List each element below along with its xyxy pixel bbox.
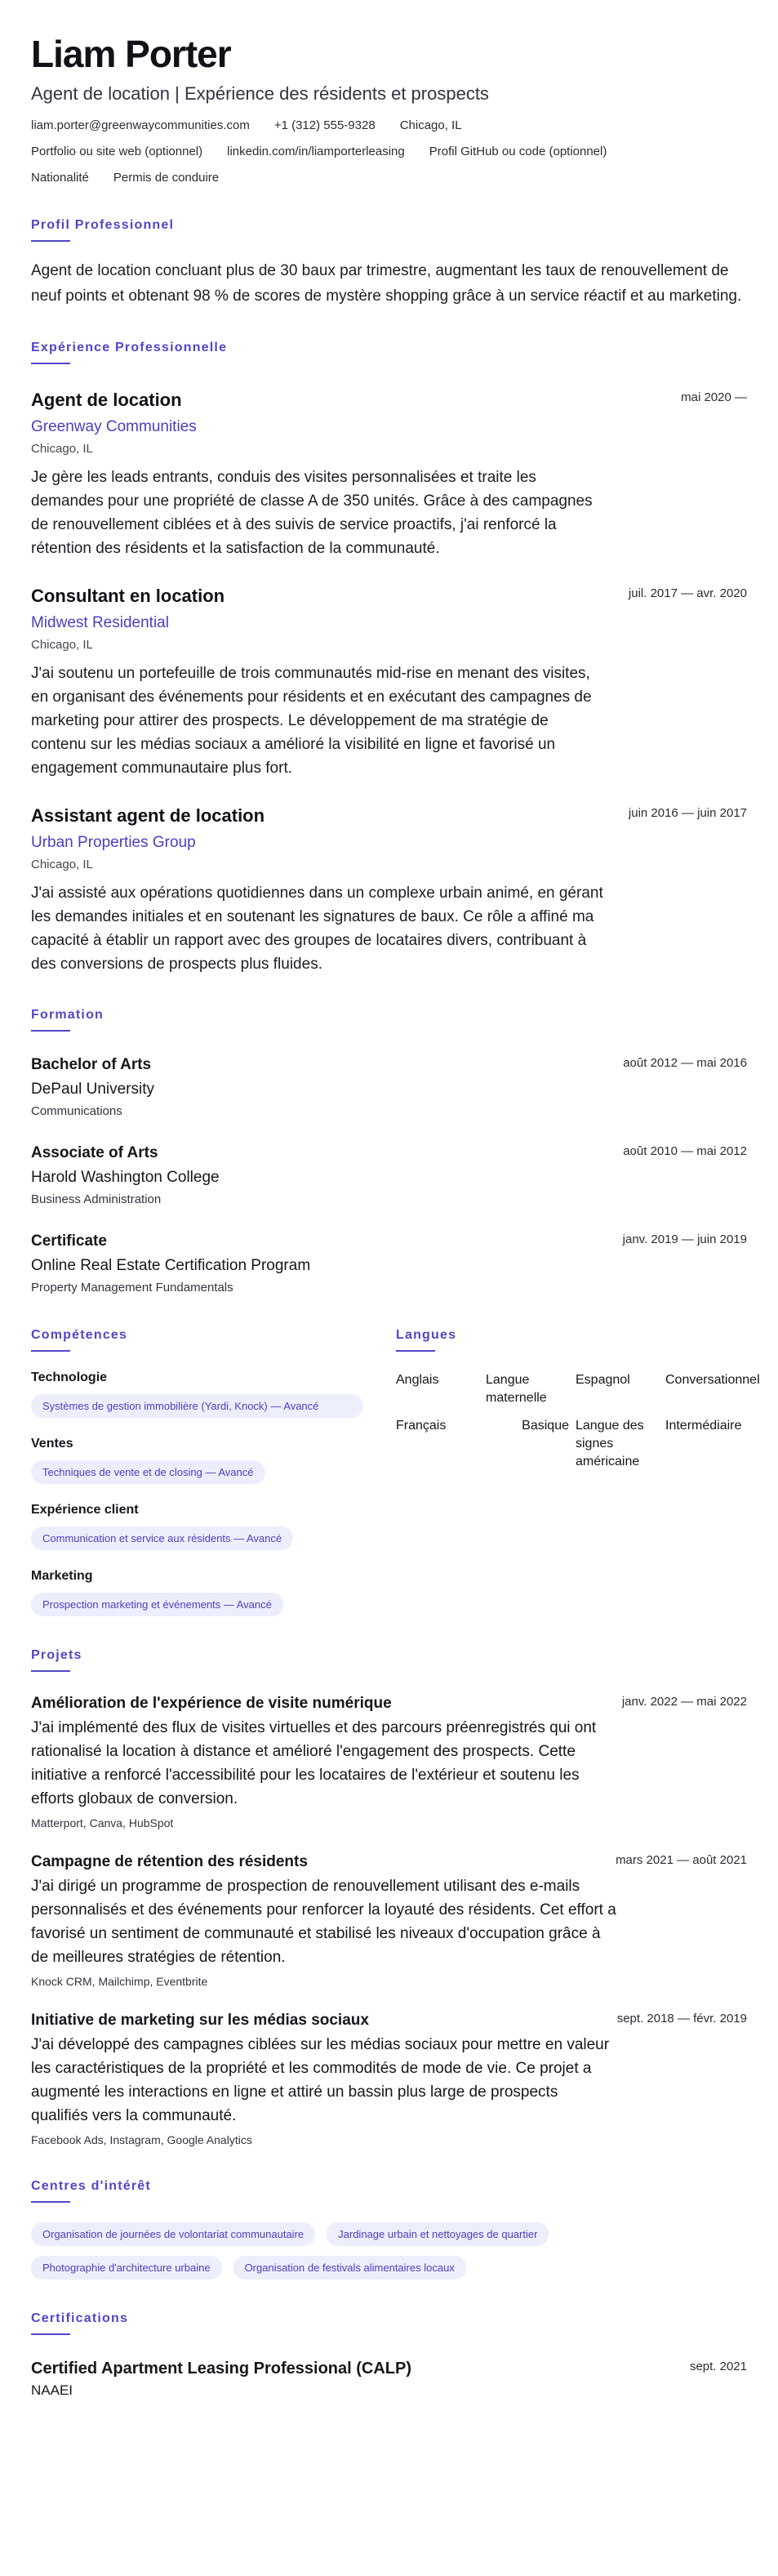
skills-section bbox=[31, 1327, 363, 1616]
section-title: Profil Professionnel bbox=[31, 218, 175, 232]
experience-item bbox=[31, 389, 747, 560]
project-dates: mars 2021 — août 2021 bbox=[616, 1853, 747, 1867]
education-item bbox=[31, 1143, 747, 1208]
project-item bbox=[31, 2010, 747, 2147]
linkedin-link[interactable]: linkedin.com/in/liamporterleasing bbox=[227, 145, 405, 158]
company-name: Midwest Residential bbox=[31, 614, 169, 631]
section-title: Compétences bbox=[31, 1328, 128, 1342]
contact-row-primary bbox=[31, 118, 747, 134]
project-description: J'ai dirigé un programme de prospection de renouvellement utilisant des e-mails personnalisés et des événements pour renforcer la loyauté des résidents. Cet effort a favorisé un sentiment de communauté et stabilisé les niveaux d'occupation grâce à de meilleures stratégies de rétention. bbox=[31, 1878, 616, 1966]
job-dates: juin 2016 — juin 2017 bbox=[628, 806, 747, 820]
projects-section bbox=[31, 1647, 747, 2147]
company-name: Greenway Communities bbox=[31, 418, 197, 435]
language-name: Espagnol bbox=[576, 1373, 630, 1387]
education-item bbox=[31, 1054, 747, 1120]
section-divider bbox=[31, 2333, 70, 2335]
interests-section bbox=[31, 2178, 747, 2280]
job-description: J'ai assisté aux opérations quotidiennes dans un complexe urbain animé, en gérant les demandes initiales et en soutenant les signatures de baux. Ce rôle a affiné ma capacité à établir un rapport avec des groupes de locataires divers, contribuant à des conversions de prospects plus fluides. bbox=[31, 885, 603, 973]
certification-issuer: NAAEI bbox=[31, 2382, 73, 2398]
section-title: Certifications bbox=[31, 2311, 129, 2325]
degree: Bachelor of Arts bbox=[31, 1056, 152, 1073]
certification-date: sept. 2021 bbox=[689, 2360, 747, 2373]
contact-row-links bbox=[31, 144, 747, 160]
languages-grid bbox=[396, 1371, 760, 1471]
language-level: Intermédiaire bbox=[665, 1419, 742, 1433]
project-item bbox=[31, 1852, 747, 1989]
project-tools: Facebook Ads, Instagram, Google Analytics bbox=[31, 2133, 252, 2146]
language-name: Anglais bbox=[396, 1373, 439, 1387]
education-item bbox=[31, 1231, 747, 1296]
degree: Associate of Arts bbox=[31, 1144, 158, 1161]
skill-chip: Techniques de vente et de closing — Avancé bbox=[31, 1460, 265, 1484]
job-title: Consultant en location bbox=[31, 586, 225, 606]
skills-languages-row bbox=[31, 1327, 760, 1616]
education-dates: août 2012 — mai 2016 bbox=[623, 1056, 747, 1070]
language-level: Conversationnel bbox=[665, 1373, 760, 1387]
section-divider bbox=[31, 1030, 70, 1032]
project-name: Campagne de rétention des résidents bbox=[31, 1853, 308, 1870]
section-title: Centres d'intérêt bbox=[31, 2179, 151, 2193]
company-name: Urban Properties Group bbox=[31, 834, 196, 851]
project-dates: janv. 2022 — mai 2022 bbox=[621, 1695, 747, 1709]
section-title: Langues bbox=[396, 1328, 457, 1342]
languages-section bbox=[396, 1327, 760, 1616]
project-description: J'ai développé des campagnes ciblées sur les médias sociaux pour mettre en valeur les caractéristiques de la propriété et les commodités de mode de vie. Ce projet a augmenté les interactions en ligne et attiré un bassin plus large de prospects qualifiés vers la communauté. bbox=[31, 2036, 610, 2124]
job-location: Chicago, IL bbox=[31, 442, 93, 456]
skill-category: Expérience client bbox=[31, 1503, 139, 1517]
city: Chicago, IL bbox=[399, 118, 462, 132]
education-dates: janv. 2019 — juin 2019 bbox=[622, 1232, 747, 1246]
language-name: Français bbox=[396, 1419, 447, 1433]
skill-category: Ventes bbox=[31, 1437, 73, 1451]
field-of-study: Business Administration bbox=[31, 1192, 162, 1206]
job-location: Chicago, IL bbox=[31, 858, 93, 871]
driving-license: Permis de conduire bbox=[113, 171, 220, 185]
section-divider bbox=[31, 2201, 70, 2203]
section-divider bbox=[31, 1670, 70, 1672]
certification-item bbox=[31, 2358, 747, 2400]
language-level: Langue maternelle bbox=[486, 1373, 547, 1405]
section-divider bbox=[31, 1350, 70, 1352]
section-title: Formation bbox=[31, 1008, 104, 1022]
interest-chip-list bbox=[31, 2222, 668, 2280]
job-dates: juil. 2017 — avr. 2020 bbox=[628, 586, 747, 600]
project-name: Amélioration de l'expérience de visite numérique bbox=[31, 1695, 392, 1712]
education-section bbox=[31, 1007, 747, 1296]
school-name: Online Real Estate Certification Program bbox=[31, 1257, 311, 1274]
candidate-name: Liam Porter bbox=[31, 33, 231, 75]
language-level: Basique bbox=[522, 1419, 569, 1433]
field-of-study: Communications bbox=[31, 1104, 122, 1118]
experience-item bbox=[31, 585, 747, 780]
portfolio-link[interactable]: Portfolio ou site web (optionnel) bbox=[31, 145, 203, 158]
section-divider bbox=[396, 1350, 435, 1352]
job-dates: mai 2020 — bbox=[681, 390, 747, 404]
email-link[interactable]: liam.porter@greenwaycommunities.com bbox=[31, 118, 250, 132]
github-link[interactable]: Profil GitHub ou code (optionnel) bbox=[429, 145, 607, 158]
job-title: Assistant agent de location bbox=[31, 805, 265, 826]
experience-section bbox=[31, 340, 747, 976]
section-title: Projets bbox=[31, 1648, 82, 1662]
resume-header bbox=[31, 33, 747, 186]
skill-chip: Systèmes de gestion immobilière (Yardi, Knock) — Avancé bbox=[31, 1394, 363, 1418]
skill-chip: Communication et service aux résidents — Avancé bbox=[31, 1526, 293, 1550]
project-dates: sept. 2018 — févr. 2019 bbox=[616, 2012, 747, 2026]
school-name: Harold Washington College bbox=[31, 1169, 220, 1186]
project-tools: Knock CRM, Mailchimp, Eventbrite bbox=[31, 1975, 208, 1988]
project-description: J'ai implémenté des flux de visites virtuelles et des parcours préenregistrés qui ont rationalisé la location à distance et amélioré l'engagement des prospects. Cette initiative a renforcé l'accessibilité pour les locataires de l'extérieur et soutenu les efforts globaux de conversion. bbox=[31, 1719, 597, 1807]
profile-section bbox=[31, 217, 747, 309]
education-dates: août 2010 — mai 2012 bbox=[623, 1144, 747, 1158]
school-name: DePaul University bbox=[31, 1081, 154, 1098]
job-title: Agent de location bbox=[31, 390, 182, 410]
skill-category: Marketing bbox=[31, 1569, 93, 1583]
section-title: Expérience Professionnelle bbox=[31, 341, 228, 354]
section-divider bbox=[31, 363, 70, 364]
certifications-section bbox=[31, 2311, 747, 2400]
project-item bbox=[31, 1693, 747, 1830]
job-description: J'ai soutenu un portefeuille de trois communautés mid-rise en menant des visites, en organisant des événements pour résidents et en exécutant des campagnes de marketing pour attirer des prospects. Le développement de ma stratégie de contenu sur les médias sociaux a amélioré la visibilité en ligne et favorisé un engagement communautaire plus fort. bbox=[31, 665, 592, 777]
field-of-study: Property Management Fundamentals bbox=[31, 1281, 233, 1295]
skill-category: Technologie bbox=[31, 1370, 108, 1384]
skill-chip: Prospection marketing et événements — Avancé bbox=[31, 1593, 283, 1616]
job-location: Chicago, IL bbox=[31, 638, 93, 652]
certification-name: Certified Apartment Leasing Professional (CALP) bbox=[31, 2360, 411, 2378]
project-tools: Matterport, Canva, HubSpot bbox=[31, 1816, 174, 1829]
headline: Agent de location | Expérience des résidents et prospects bbox=[31, 83, 489, 104]
project-name: Initiative de marketing sur les médias sociaux bbox=[31, 2012, 369, 2029]
nationality: Nationalité bbox=[31, 171, 89, 185]
section-divider bbox=[31, 240, 70, 242]
job-description: Je gère les leads entrants, conduis des visites personnalisées et traite les demandes pour une propriété de classe A de 350 unités. Grâce à des campagnes de renouvellement ciblées et à des suivis de service proactifs, j'ai renforcé la rétention des résidents et la satisfaction de la communauté. bbox=[31, 469, 593, 557]
contact-row-extra bbox=[31, 170, 747, 186]
experience-item bbox=[31, 804, 747, 976]
degree: Certificate bbox=[31, 1232, 107, 1250]
profile-summary: Agent de location concluant plus de 30 baux par trimestre, augmentant les taux de renouvellement de neuf points et obtenant 98 % de scores de mystère shopping grâce à un service réactif et au marketing. bbox=[31, 262, 742, 305]
interest-chip: Organisation de journées de volontariat communautaire bbox=[31, 2222, 315, 2246]
phone-link[interactable]: +1 (312) 555-9328 bbox=[273, 118, 376, 132]
interest-chip: Jardinage urbain et nettoyages de quartier bbox=[327, 2222, 549, 2246]
interest-chip: Photographie d'architecture urbaine bbox=[31, 2256, 222, 2280]
interest-chip: Organisation de festivals alimentaires locaux bbox=[233, 2256, 466, 2280]
language-name: Langue des signes américaine bbox=[576, 1419, 644, 1468]
